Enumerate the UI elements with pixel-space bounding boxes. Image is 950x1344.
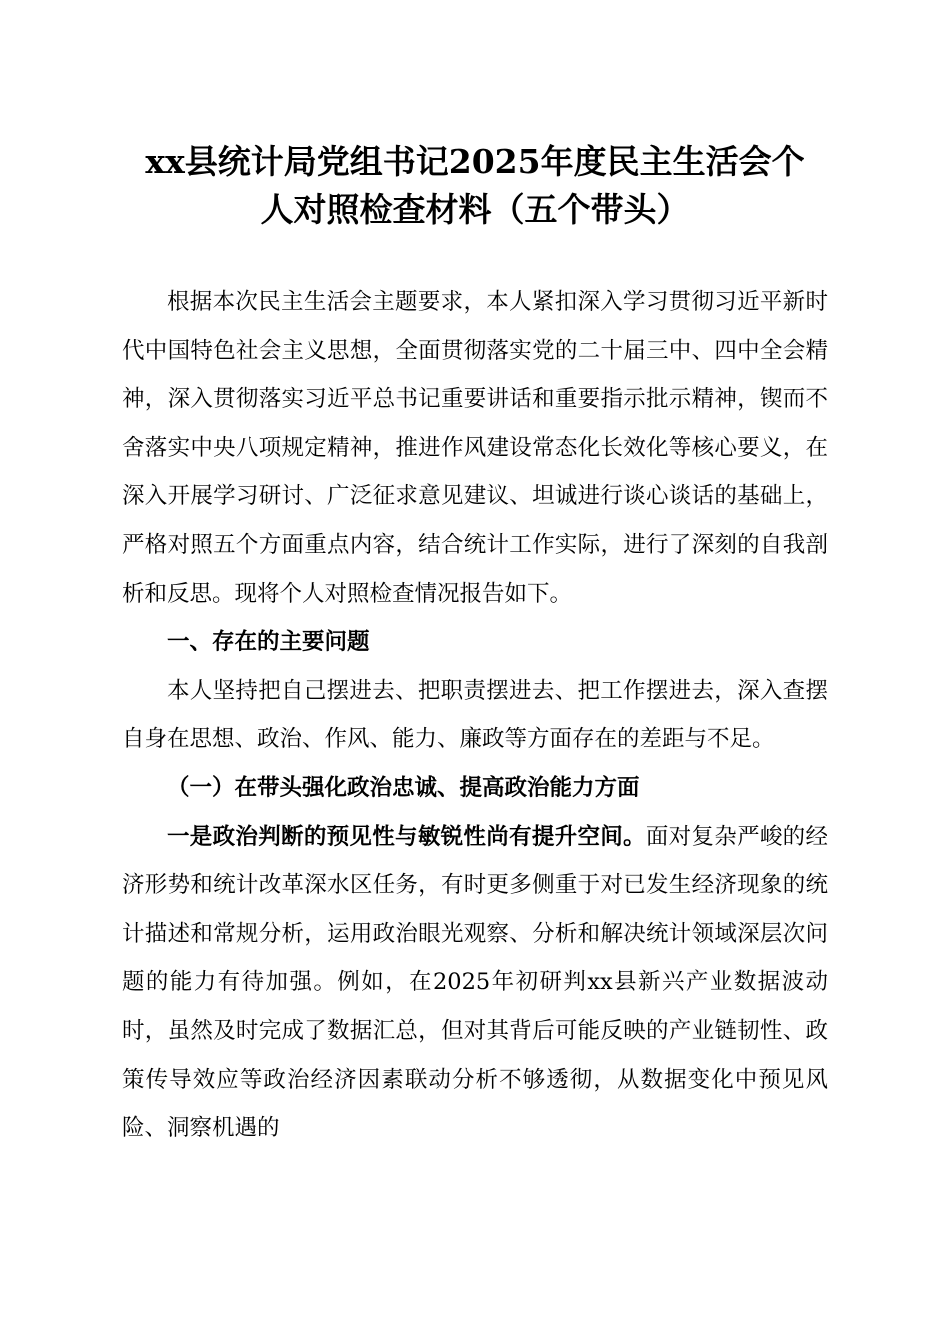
document-body [122, 278, 828, 1153]
title-line-2: 人对照检查材料（五个带头） [260, 190, 690, 229]
document-title [100, 138, 850, 234]
title-line-1: xx县统计局党组书记2025年度民主生活会个 [145, 142, 805, 181]
section-1-paragraph: 本人坚持把自己摆进去、把职责摆进去、把工作摆进去，深入查摆自身在思想、政治、作风、能力、廉政等方面存在的差距与不足。 [122, 677, 828, 753]
section-1-heading: 一、存在的主要问题 [167, 629, 370, 656]
point-1-paragraph [122, 813, 828, 1153]
subsection-1-heading: （一）在带头强化政治忠诚、提高政治能力方面 [167, 774, 640, 801]
intro-paragraph: 根据本次民主生活会主题要求，本人紧扣深入学习贯彻习近平新时代中国特色社会主义思想，全面贯彻落实党的二十届三中、四中全会精神，深入贯彻落实习近平总书记重要讲话和重要指示批示精神，锲而不舍落实中央八项规定精神，推进作风建设常态化长效化等核心要义，在深入开展学习研讨、广泛征求意见建议、坦诚进行谈心谈话的基础上，严格对照五个方面重点内容，结合统计工作实际，进行了深刻的自我剖析和反思。现将个人对照检查情况报告如下。 [122, 289, 828, 607]
point-1-lead: 一是政治判断的预见性与敏锐性尚有提升空间。 [167, 823, 646, 850]
point-1-text: 面对复杂严峻的经济形势和统计改革深水区任务，有时更多侧重于对已发生经济现象的统计描述和常规分析，运用政治眼光观察、分析和解决统计领域深层次问题的能力有待加强。例如，在2025年初研判xx县新兴产业数据波动时，虽然及时完成了数据汇总，但对其背后可能反映的产业链韧性、政策传导效应等政治经济因素联动分析不够透彻，从数据变化中预见风险、洞察机遇的 [122, 823, 828, 1142]
